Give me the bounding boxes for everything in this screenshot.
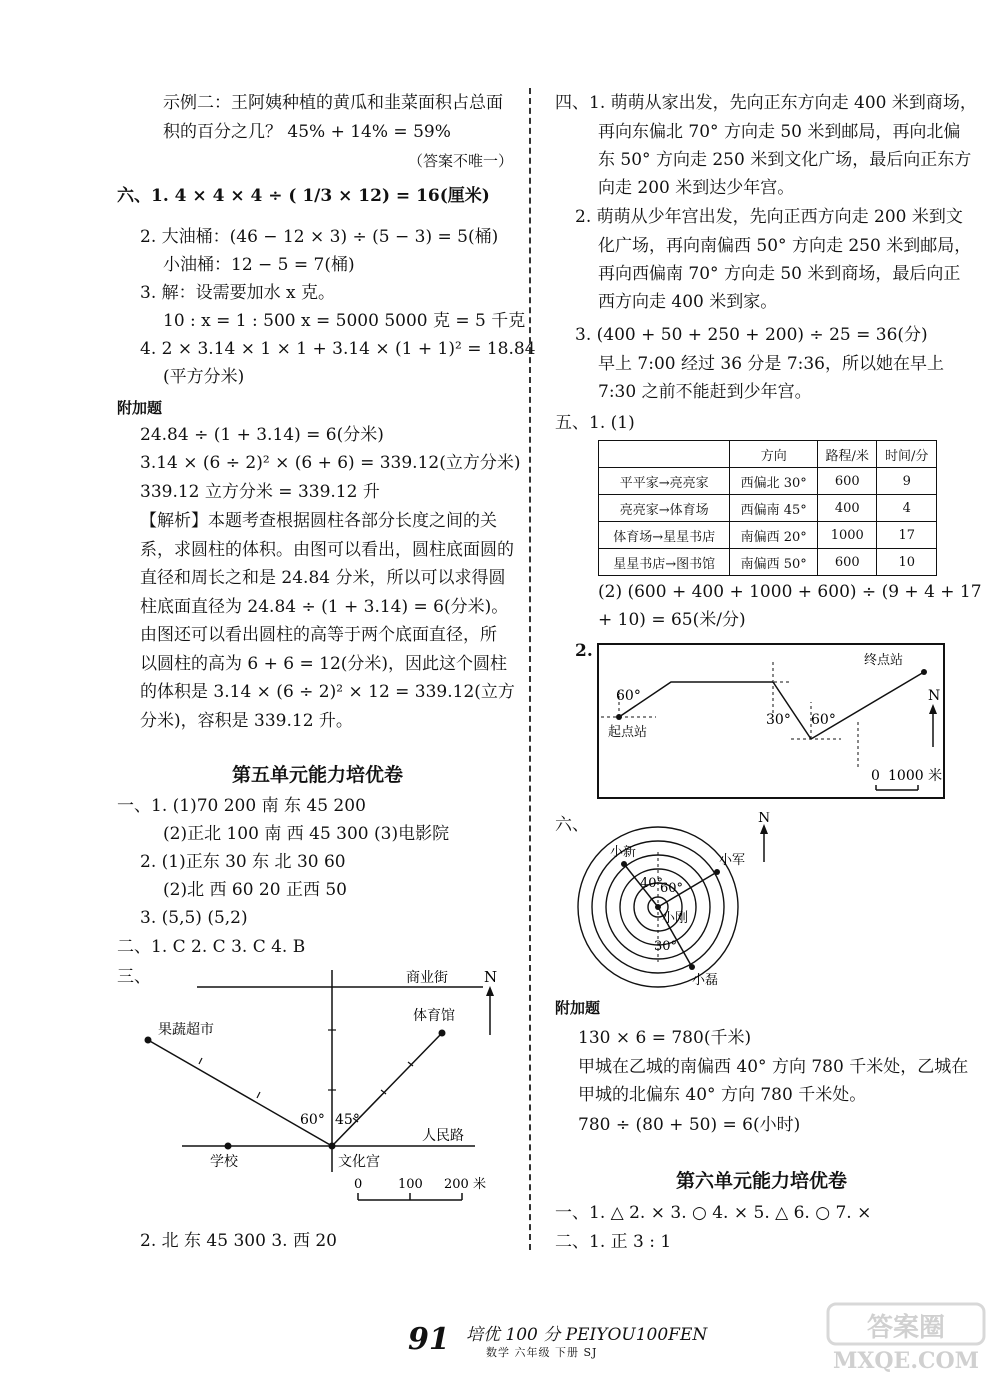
unit6-title: 第六单元能力培优卷 bbox=[676, 1170, 848, 1192]
svg-text:MXQE.COM: MXQE.COM bbox=[832, 1348, 980, 1374]
unit5-line: 2. (1)正东 30 东 北 30 60 bbox=[140, 852, 346, 872]
angle-60-label: 60° bbox=[300, 1112, 325, 1128]
table-header-cell: 时间/分 bbox=[877, 441, 937, 468]
xiaoxin-label: 小新 bbox=[610, 845, 637, 860]
north-label: N bbox=[758, 812, 771, 826]
sec6-q2b: 小油桶：12 − 5 = 7(桶) bbox=[163, 255, 355, 275]
market-label: 果蔬超市 bbox=[158, 1022, 214, 1038]
scale-100-label: 100 bbox=[398, 1177, 423, 1192]
unit5-line: 二、1. C 2. C 3. C 4. B bbox=[117, 937, 306, 957]
xiaogang-label: 小刚 bbox=[662, 911, 689, 926]
table-cell: 南偏西 50° bbox=[730, 549, 818, 576]
bonus-right-line: 甲城的北偏东 40° 方向 780 千米处。 bbox=[578, 1085, 867, 1105]
brand-title: 培优 100 分 PEIYOU100FEN bbox=[466, 1325, 708, 1345]
watermark-logo bbox=[826, 1300, 986, 1376]
unit6-line2: 二、1. 正 3 : 1 bbox=[555, 1232, 672, 1252]
bonus-title-left: 附加题 bbox=[117, 399, 163, 417]
analysis-line: 的体积是 3.14 × (6 ÷ 2)² × 12 = 339.12(立方 bbox=[140, 682, 515, 702]
scale-1000-label: 1000 米 bbox=[888, 768, 943, 784]
table-cell: 4 bbox=[877, 495, 937, 522]
sec4-line: 早上 7:00 经过 36 分是 7:36，所以她在早上 bbox=[598, 354, 945, 374]
angle-60-label: 60° bbox=[660, 881, 684, 896]
road-label: 人民路 bbox=[422, 1128, 464, 1144]
end-station-label: 终点站 bbox=[864, 653, 904, 668]
example2-line1: 示例二：王阿姨种植的黄瓜和韭菜面积占总面 bbox=[163, 93, 503, 113]
start-station-label: 起点站 bbox=[608, 725, 648, 740]
example2-line2: 积的百分之几？ 45% + 14% = 59% bbox=[163, 122, 451, 142]
school-label: 学校 bbox=[210, 1154, 238, 1170]
table-cell: 17 bbox=[877, 522, 937, 549]
analysis-line: 直径和周长之和是 24.84 分米，所以可以求得圆 bbox=[140, 568, 506, 588]
unit5-title: 第五单元能力培优卷 bbox=[232, 764, 404, 786]
xiaojun-label: 小军 bbox=[719, 853, 746, 868]
table-cell: 600 bbox=[817, 468, 877, 495]
unit5-line: (2)正北 100 南 西 45 300 (3)电影院 bbox=[163, 824, 450, 844]
analysis-line: 【解析】本题考查根据圆柱各部分长度之间的关 bbox=[140, 511, 497, 531]
table-cell: 南偏西 20° bbox=[730, 522, 818, 549]
angle-45-label: 45° bbox=[335, 1112, 360, 1128]
table-cell: 西偏南 45° bbox=[730, 495, 818, 522]
table-cell: 600 bbox=[817, 549, 877, 576]
table-row bbox=[599, 549, 937, 576]
bonus-title-right: 附加题 bbox=[555, 999, 601, 1017]
bonus-left-line: 339.12 立方分米 = 339.12 升 bbox=[140, 482, 380, 502]
table-row bbox=[599, 495, 937, 522]
sec4-line: 向走 200 米到达少年宫。 bbox=[598, 178, 795, 198]
table-cell: 1000 bbox=[817, 522, 877, 549]
page-number: 91 bbox=[408, 1322, 450, 1357]
sec4-line: 再向西偏南 70° 方向走 50 米到商场，最后向正 bbox=[598, 264, 961, 284]
table-cell: 体育场→星星书店 bbox=[599, 522, 730, 549]
angle-60-label: 60° bbox=[616, 688, 641, 704]
street-label: 商业街 bbox=[406, 970, 448, 986]
sec6-q3b: 10 : x = 1 : 500 x = 5000 5000 克 = 5 千克 bbox=[163, 311, 526, 331]
table-header-cell: 路程/米 bbox=[817, 441, 877, 468]
analysis-line: 由图还可以看出圆柱的高等于两个底面直径，所 bbox=[140, 625, 497, 645]
svg-text:答案圈: 答案圈 bbox=[866, 1313, 946, 1343]
sec6-q4a: 4. 2 × 3.14 × 1 × 1 + 3.14 × (1 + 1)² = 18.84 bbox=[140, 339, 536, 359]
table-cell: 亮亮家→体育场 bbox=[599, 495, 730, 522]
sec4-line: 四、1. 萌萌从家出发，先向正东方向走 400 米到商场， bbox=[555, 93, 977, 113]
scale-0-label: 0 bbox=[354, 1177, 363, 1192]
table-row bbox=[599, 468, 937, 495]
unit5-last-line: 2. 北 东 45 300 3. 西 20 bbox=[140, 1231, 337, 1251]
sec6-q1: 六、1. 4 × 4 × 4 ÷ ( 1/3 × 12) = 16(厘米) bbox=[117, 186, 490, 206]
sec6-right-label: 六、 bbox=[555, 815, 589, 835]
brand-subtitle: 数学 六年级 下册 SJ bbox=[486, 1346, 598, 1359]
map-diagram-2 bbox=[596, 642, 948, 802]
scale-0-label: 0 bbox=[871, 768, 880, 784]
angle-40-label: 40° bbox=[640, 876, 664, 891]
route-table bbox=[598, 440, 937, 576]
sec4-line: 再向东偏北 70° 方向走 50 米到邮局，再向北偏 bbox=[598, 122, 961, 142]
unit5-line: 三、 bbox=[117, 967, 151, 987]
sec4-line: 东 50° 方向走 250 米到文化广场，最后向正东方 bbox=[598, 150, 972, 170]
palace-label: 文化宫 bbox=[338, 1154, 380, 1170]
sec4-line: 7:30 之前不能赶到少年宫。 bbox=[598, 382, 812, 402]
bonus-left-line: 3.14 × (6 ÷ 2)² × (6 + 6) = 339.12(立方分米) bbox=[140, 453, 521, 473]
analysis-line: 以圆柱的高为 6 + 6 = 12(分米)，因此这个圆柱 bbox=[140, 654, 508, 674]
sec4-line: 西方向走 400 米到家。 bbox=[598, 292, 778, 312]
table-header-cell: 方向 bbox=[730, 441, 818, 468]
north-label: N bbox=[484, 968, 498, 986]
sec6-q2a: 2. 大油桶：(46 − 12 × 3) ÷ (5 − 3) = 5(桶) bbox=[140, 227, 499, 247]
sec5-q2-line: (2) (600 + 400 + 1000 + 600) ÷ (9 + 4 + 17 bbox=[598, 582, 982, 602]
sec4-line: 2. 萌萌从少年宫出发，先向正西方向走 200 米到文 bbox=[575, 207, 963, 227]
column-divider bbox=[529, 88, 531, 1250]
table-cell: 星星书店→图书馆 bbox=[599, 549, 730, 576]
table-row bbox=[599, 522, 937, 549]
circle-diagram bbox=[574, 812, 789, 992]
analysis-line: 分米)，容积是 339.12 升。 bbox=[140, 711, 353, 731]
angle-30-label: 30° bbox=[654, 939, 678, 954]
table-cell: 9 bbox=[877, 468, 937, 495]
unit5-line: (2)北 西 60 20 正西 50 bbox=[163, 880, 347, 900]
bonus-left-line: 24.84 ÷ (1 + 3.14) = 6(分米) bbox=[140, 425, 384, 445]
sec5-label: 五、1. (1) bbox=[555, 413, 635, 433]
north-label: N bbox=[928, 688, 941, 704]
table-header-row bbox=[599, 441, 937, 468]
angle-60b-label: 60° bbox=[811, 712, 836, 728]
angle-30-label: 30° bbox=[766, 712, 791, 728]
unit5-line: 一、1. (1)70 200 南 东 45 200 bbox=[117, 796, 366, 816]
analysis-line: 系，求圆柱的体积。由图可以看出，圆柱底面圆的 bbox=[140, 540, 514, 560]
table-header-cell bbox=[599, 441, 730, 468]
sec5-q2-label: 2. bbox=[575, 641, 593, 661]
sec4-line: 3. (400 + 50 + 250 + 200) ÷ 25 = 36(分) bbox=[575, 325, 928, 345]
table-cell: 西偏北 30° bbox=[730, 468, 818, 495]
scale-200-label: 200 米 bbox=[444, 1177, 486, 1192]
unit6-line1: 一、1. △ 2. × 3. ○ 4. × 5. △ 6. ○ 7. × bbox=[555, 1203, 872, 1223]
bonus-right-line: 780 ÷ (80 + 50) = 6(小时) bbox=[578, 1115, 801, 1135]
table-cell: 平平家→亮亮家 bbox=[599, 468, 730, 495]
gym-label: 体育馆 bbox=[413, 1008, 455, 1024]
bonus-right-line: 甲城在乙城的南偏西 40° 方向 780 千米处，乙城在 bbox=[578, 1057, 969, 1077]
sec6-q4b: (平方分米) bbox=[163, 367, 245, 387]
map-diagram-3 bbox=[110, 960, 520, 1220]
unit5-line: 3. (5,5) (5,2) bbox=[140, 908, 248, 928]
sec5-q2-line: + 10) = 65(米/分) bbox=[598, 610, 746, 630]
sec4-line: 化广场，再向南偏西 50° 方向走 250 米到邮局， bbox=[598, 236, 972, 256]
bonus-right-line: 130 × 6 = 780(千米) bbox=[578, 1028, 752, 1048]
xiaolei-label: 小磊 bbox=[692, 973, 719, 988]
analysis-line: 柱底面直径为 24.84 ÷ (1 + 3.14) = 6(分米)。 bbox=[140, 597, 509, 617]
answer-note: （答案不唯一） bbox=[408, 152, 514, 170]
table-cell: 400 bbox=[817, 495, 877, 522]
sec6-q3a: 3. 解：设需要加水 x 克。 bbox=[140, 283, 336, 303]
table-cell: 10 bbox=[877, 549, 937, 576]
